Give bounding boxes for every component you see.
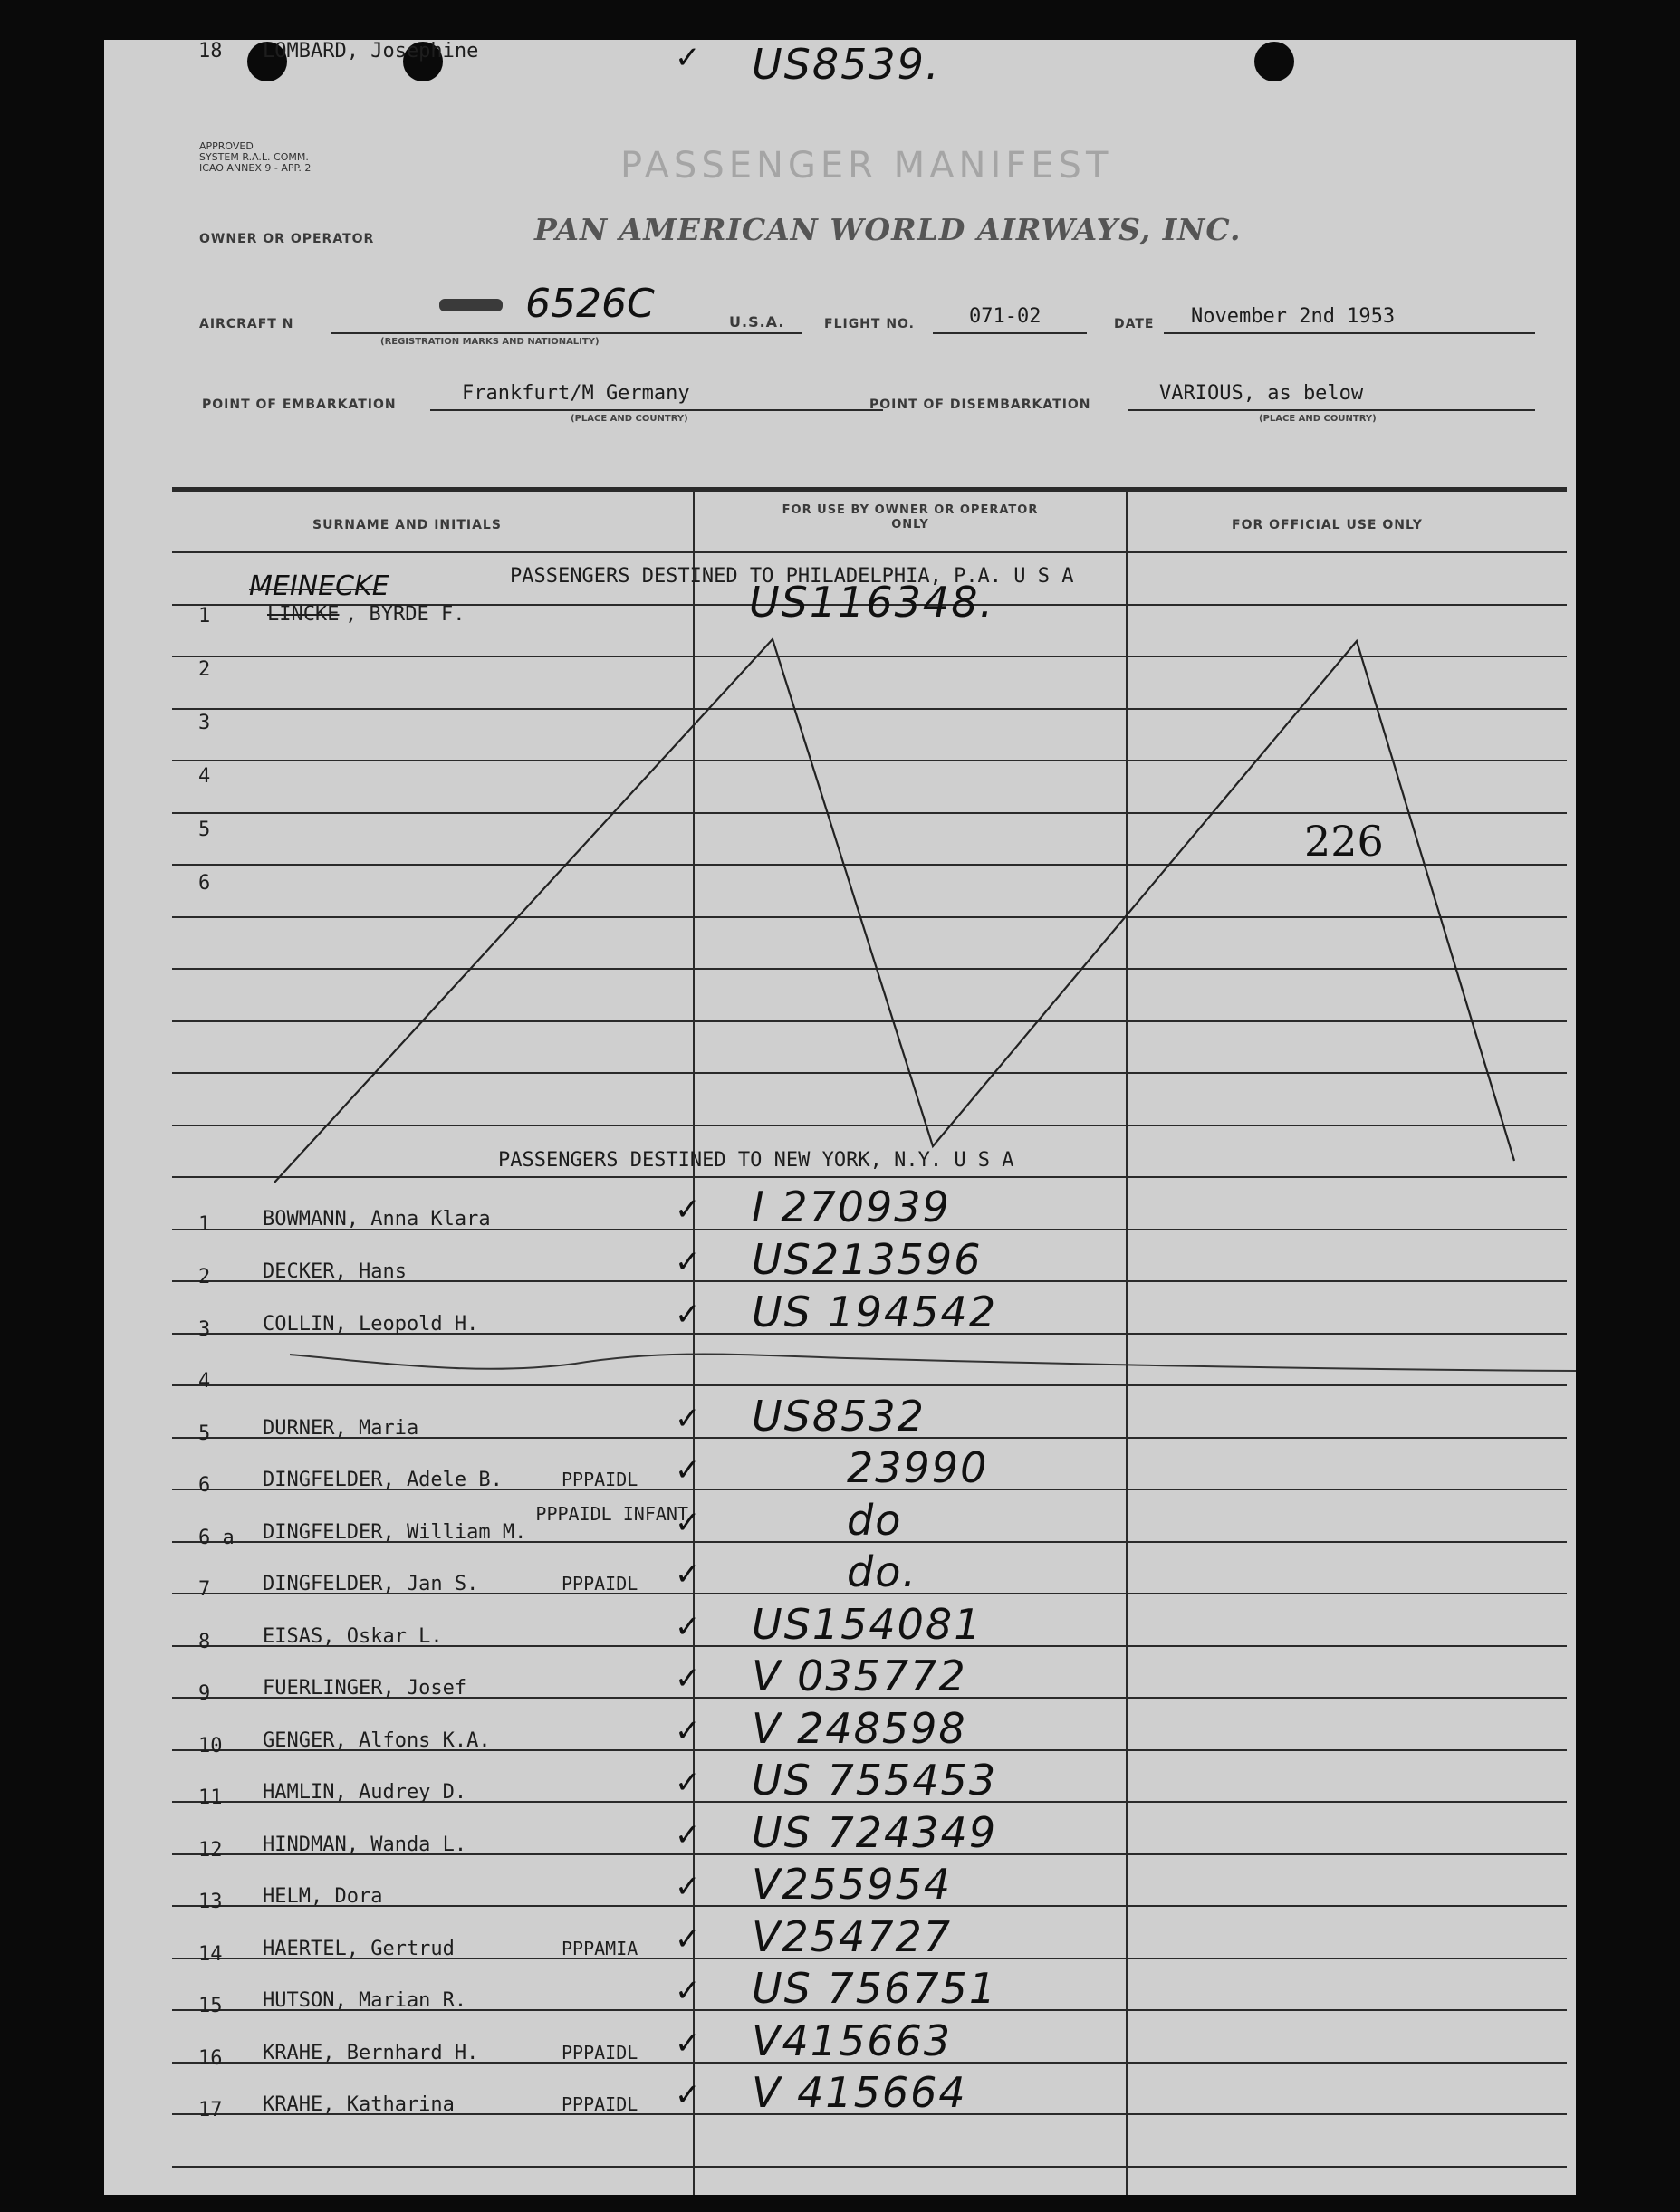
passenger-name: FUERLINGER, Josef (263, 1677, 467, 1700)
payment-note: PPPAIDL (562, 2042, 638, 2064)
col-official-header: FOR OFFICIAL USE ONLY (1232, 518, 1423, 532)
checkmark-icon: ✓ (675, 1713, 701, 1749)
struck-surname: LINCKE (267, 603, 340, 626)
passenger-name: HUTSON, Marian R. (263, 1989, 467, 2012)
passport-number: V254727 (752, 1912, 953, 1961)
row-number: 2 (198, 1266, 211, 1288)
passenger-name: , BYRDE F. (345, 603, 466, 626)
nationality: U.S.A. (729, 313, 785, 330)
flight-label: FLIGHT NO. (824, 317, 915, 331)
passport-number: V 035772 (752, 1652, 967, 1700)
passport-number: US154081 (752, 1600, 983, 1649)
passenger-name: HELM, Dora (263, 1885, 383, 1908)
row-number: 6 (198, 872, 211, 895)
checkmark-icon: ✓ (675, 1505, 701, 1541)
row-number: 4 (198, 765, 211, 788)
passenger-name: KRAHE, Bernhard H. (263, 2042, 479, 2064)
checkmark-icon: ✓ (675, 1817, 701, 1853)
passenger-name: HAERTEL, Gertrud (263, 1938, 455, 1960)
checkmark-icon: ✓ (675, 1556, 701, 1593)
row-number: 17 (198, 2099, 223, 2121)
passport-number: US213596 (752, 1235, 983, 1284)
aircraft-label: AIRCRAFT N (199, 317, 294, 331)
passport-number: V255954 (752, 1860, 953, 1909)
checkmark-icon: ✓ (675, 1661, 701, 1697)
stamp-number: 226 (1304, 817, 1384, 866)
row-number: 6 a (198, 1527, 235, 1549)
passenger-name: DINGFELDER, William M. (263, 1521, 527, 1544)
checkmark-icon: ✓ (675, 1401, 701, 1437)
passenger-name: HINDMAN, Wanda L. (263, 1834, 467, 1856)
passenger-name: EISAS, Oskar L. (263, 1625, 443, 1648)
row-number: 5 (198, 819, 211, 841)
payment-note: PPPAIDL (562, 2093, 638, 2115)
aircraft-sub: (REGISTRATION MARKS AND NATIONALITY) (380, 337, 600, 347)
checkmark-icon: ✓ (675, 1609, 701, 1645)
row-number: 2 (198, 658, 211, 681)
row-number: 16 (198, 2047, 223, 2070)
checkmark-icon: ✓ (675, 1765, 701, 1801)
row-number: 3 (198, 712, 211, 734)
row-number: 11 (198, 1786, 223, 1809)
passport-number: V415663 (752, 2016, 953, 2065)
row-number: 6 (198, 1474, 211, 1497)
passport-number: do. (847, 1547, 917, 1596)
checkmark-icon: ✓ (675, 1921, 701, 1958)
approval-line: SYSTEM R.A.L. COMM. (199, 151, 309, 163)
passenger-name: DECKER, Hans (263, 1260, 407, 1283)
passport-number: US 724349 (752, 1808, 998, 1857)
row-number: 13 (198, 1891, 223, 1913)
approval-line: ICAO ANNEX 9 - APP. 2 (199, 162, 312, 174)
disembarkation-label: POINT OF DISEMBARKATION (869, 397, 1091, 412)
passport-number: do (847, 1496, 903, 1545)
flight-number: 071-02 (969, 305, 1042, 328)
passport-number: 23990 (847, 1443, 989, 1492)
row-number: 1 (198, 605, 211, 627)
checkmark-icon: ✓ (675, 1869, 701, 1905)
passport-number: US8532 (752, 1392, 926, 1441)
checkmark-icon: ✓ (675, 2077, 701, 2113)
row-number: 14 (198, 1943, 223, 1966)
col-owner-header: FOR USE BY OWNER OR OPERATOR ONLY (782, 503, 1039, 531)
passport-number: US 755453 (752, 1756, 998, 1805)
date-value: November 2nd 1953 (1191, 305, 1396, 328)
checkmark-icon: ✓ (675, 1192, 701, 1228)
row-number: 18 (198, 40, 223, 62)
passenger-name: HAMLIN, Audrey D. (263, 1781, 467, 1804)
approval-line: APPROVED (199, 140, 254, 152)
checkmark-icon: ✓ (675, 40, 701, 76)
passport-number: US 194542 (752, 1288, 998, 1336)
operator-name: PAN AMERICAN WORLD AIRWAYS, INC. (534, 212, 1242, 247)
passenger-name: LOMBARD, Josephine (263, 40, 479, 62)
disembarkation-value: VARIOUS, as below (1159, 382, 1364, 405)
checkmark-icon: ✓ (675, 1297, 701, 1333)
row-number: 4 (198, 1370, 211, 1393)
owner-label: OWNER OR OPERATOR (199, 232, 375, 246)
manifest-sheet (104, 40, 1576, 2195)
disembarkation-sub: (PLACE AND COUNTRY) (1259, 414, 1377, 424)
payment-note: PPPAIDL (562, 1573, 638, 1594)
embarkation-label: POINT OF EMBARKATION (202, 397, 397, 412)
passport-number: V 415664 (752, 2068, 967, 2117)
manifest-title: PASSENGER MANIFEST (620, 145, 1113, 187)
checkmark-icon: ✓ (675, 1973, 701, 2009)
passenger-name: KRAHE, Katharina (263, 2093, 455, 2116)
passenger-name: GENGER, Alfons K.A. (263, 1729, 491, 1752)
payment-note: PPPAIDL (562, 1469, 638, 1490)
row-number: 3 (198, 1318, 211, 1341)
handwritten-correction: MEINECKE (249, 570, 389, 602)
row-number: 12 (198, 1839, 223, 1862)
embarkation-value: Frankfurt/M Germany (462, 382, 690, 405)
checkmark-icon: ✓ (675, 2025, 701, 2062)
date-label: DATE (1114, 317, 1155, 331)
newyork-heading: PASSENGERS DESTINED TO NEW YORK, N.Y. U S A (498, 1149, 1014, 1172)
checkmark-icon: ✓ (675, 1452, 701, 1489)
checkmark-icon: ✓ (675, 1244, 701, 1280)
passenger-name: BOWMANN, Anna Klara (263, 1208, 491, 1230)
passport-number: US116348. (749, 578, 995, 627)
passenger-name: DINGFELDER, Jan S. (263, 1573, 479, 1595)
payment-note: PPPAIDL INFANT (535, 1503, 688, 1525)
aircraft-registration: 6526C (525, 281, 655, 327)
row-number: 10 (198, 1735, 223, 1757)
passenger-name: DURNER, Maria (263, 1417, 419, 1440)
passenger-name: DINGFELDER, Adele B. (263, 1469, 503, 1491)
col-surname-header: SURNAME AND INITIALS (312, 518, 502, 532)
row-number: 9 (198, 1682, 211, 1705)
passport-number: US8539. (752, 40, 941, 89)
row-number: 15 (198, 1995, 223, 2017)
embarkation-sub: (PLACE AND COUNTRY) (571, 414, 688, 424)
row-number: 7 (198, 1578, 211, 1601)
row-number: 8 (198, 1631, 211, 1653)
row-number: 1 (198, 1213, 211, 1236)
philadelphia-heading: PASSENGERS DESTINED TO PHILADELPHIA, P.A. U S A (510, 565, 1074, 588)
passport-number: V 248598 (752, 1704, 967, 1753)
row-number: 5 (198, 1422, 211, 1445)
payment-note: PPPAMIA (562, 1938, 638, 1959)
passenger-name: COLLIN, Leopold H. (263, 1313, 479, 1336)
passport-number: I 270939 (752, 1183, 951, 1231)
passport-number: US 756751 (752, 1964, 998, 2013)
